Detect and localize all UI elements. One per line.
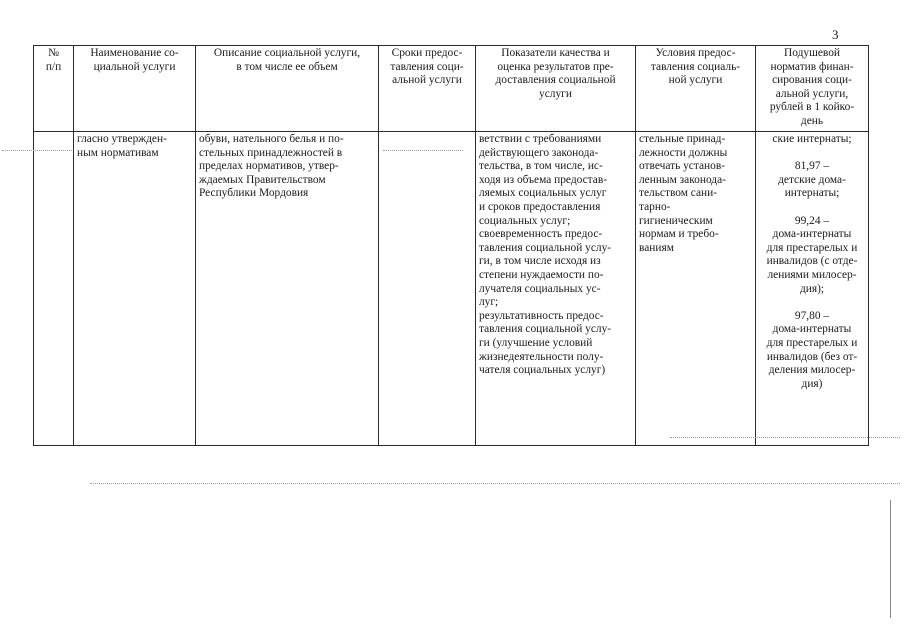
scan-artifact-edge [890,500,891,618]
cell-service-name: гласно утвержден- ным нормативам [74,132,196,446]
header-service-conditions: Условия предос- тавления социаль- ной услуги [636,46,756,132]
cell-service-conditions: стельные принад- лежности должны отвечать установ- ленным законода- тельством сани- тарно- гигиеническим нормам и требо- ваниям [636,132,756,446]
cell-financing-norm: ские интернаты; 81,97 – детские дома- интернаты; 99,24 – дома-интернаты для престарелых и инвалидов (с отде- лениями милосер- дия); 97,80 – дома-интернаты для престарелых и инвалидов (без от- деления милосер- дия) [756,132,869,446]
header-quality-indicators: Показатели качества и оценка результатов пре- доставления социальной услуги [476,46,636,132]
cell-quality-indicators: ветствии с требованиями действующего законода- тельства, в том числе, ис- ходя из объема предостав- ляемых социальных услуг и сроков предоставления социальных услуг; своевременность предос- тавления социальной услу- ги, в том числе исходя из степени нуждаемости по- лучателя социальных ус- луг; результативность предос- тавления социальной услу- ги (улучшение условий жизнедеятельности полу- чателя социальных услуг) [476,132,636,446]
social-services-table [33,45,869,446]
header-service-terms: Сроки предос- тавления соци- альной услуги [379,46,476,132]
header-number: № п/п [34,46,74,132]
cell-service-description: обуви, нательного белья и по- стельных принадлежностей в пределах нормативов, утвер- ждаемых Правительством Республики Мордовия [196,132,379,446]
table-header-row [34,46,869,132]
scan-artifact-line [383,150,463,151]
page-number: 3 [832,27,839,42]
table-row [34,132,869,446]
cell-number [34,132,74,446]
scan-artifact-line [2,150,72,151]
header-service-name: Наименование со- циальной услуги [74,46,196,132]
scan-artifact-line [90,483,900,484]
header-service-description: Описание социальной услуги, в том числе ее объем [196,46,379,132]
cell-service-terms [379,132,476,446]
header-financing-norm: Подушевой норматив финан- сирования соци- альной услуги, рублей в 1 койко- день [756,46,869,132]
scan-artifact-line [670,437,900,438]
